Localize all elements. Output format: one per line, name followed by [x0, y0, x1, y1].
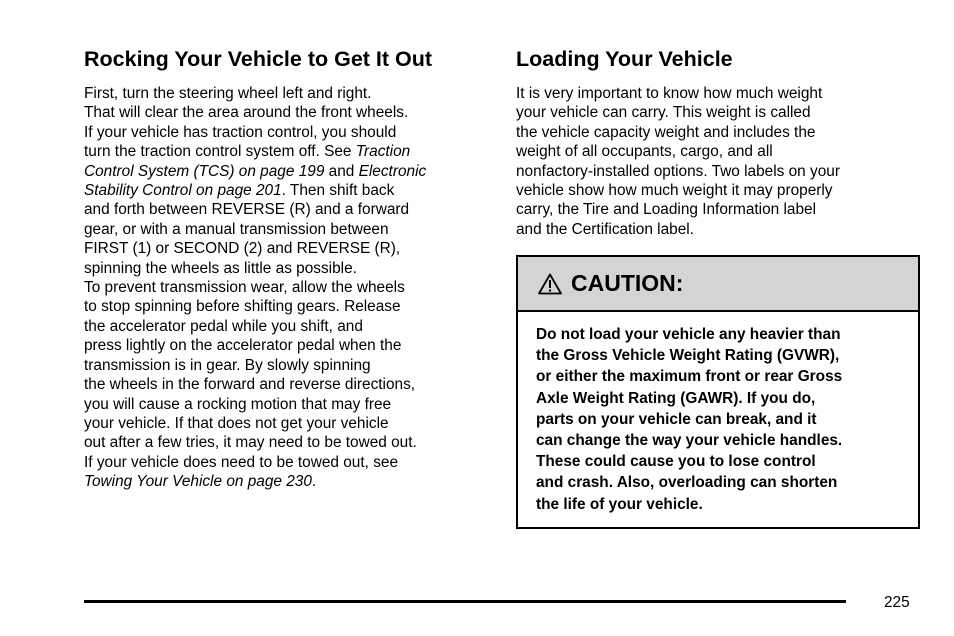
- text-line: [84, 162, 494, 181]
- text-line: out after a few tries, it may need to be towed out.: [84, 434, 417, 452]
- caution-header: [518, 257, 918, 312]
- text-line: the accelerator pedal while you shift, and: [84, 317, 363, 335]
- text-line: If your vehicle has traction control, you should: [84, 123, 397, 141]
- text-line: vehicle show how much weight it may properly: [516, 182, 833, 200]
- text-line: and the Certification label.: [516, 220, 694, 238]
- text-line: Do not load your vehicle any heavier than: [536, 326, 841, 343]
- text-line: If your vehicle does need to be towed out, see: [84, 453, 399, 471]
- text-run: turn the traction control system off. See: [84, 143, 356, 161]
- text-line: your vehicle. If that does not get your vehicle: [84, 414, 389, 432]
- caution-box: [516, 255, 920, 529]
- text-line: gear, or with a manual transmission between: [84, 220, 389, 238]
- text-run: .: [311, 473, 317, 491]
- tcs-reference: Traction: [355, 143, 411, 161]
- text-line: press lightly on the accelerator pedal when the: [84, 337, 402, 355]
- right-column: [516, 46, 918, 239]
- text-line: First, turn the steering wheel left and right.: [84, 85, 372, 102]
- esc-reference: Electronic: [358, 162, 427, 180]
- caution-title: CAUTION:: [571, 270, 684, 296]
- text-line: to stop spinning before shifting gears. Release: [84, 298, 401, 316]
- text-line: That will clear the area around the front wheels.: [84, 104, 409, 122]
- text-line: [84, 181, 494, 200]
- text-line: [84, 472, 494, 491]
- text-line: and crash. Also, overloading can shorten: [536, 474, 838, 492]
- section-heading-rocking: Rocking Your Vehicle to Get It Out: [84, 47, 433, 71]
- towing-reference: Towing Your Vehicle on page 230: [84, 473, 312, 491]
- left-column: [84, 46, 494, 492]
- text-line: [84, 142, 494, 161]
- text-line: and forth between REVERSE (R) and a forward: [84, 201, 410, 219]
- text-line: transmission is in gear. By slowly spinning: [84, 356, 371, 374]
- text-line: These could cause you to lose control: [536, 453, 816, 471]
- text-line: the life of your vehicle.: [536, 495, 703, 513]
- text-line: Axle Weight Rating (GAWR). If you do,: [536, 389, 816, 407]
- text-line: you will cause a rocking motion that may free: [84, 395, 392, 413]
- text-line: the wheels in the forward and reverse directions,: [84, 376, 416, 394]
- text-line: carry, the Tire and Loading Information label: [516, 201, 817, 219]
- page-number: 225: [884, 594, 910, 611]
- text-line: or either the maximum front or rear Gross: [536, 368, 843, 386]
- rocking-paragraph: [84, 84, 494, 492]
- text-line: your vehicle can carry. This weight is called: [516, 104, 811, 122]
- text-run: . Then shift back: [281, 182, 395, 200]
- text-line: weight of all occupants, cargo, and all: [516, 143, 773, 161]
- text-line: FIRST (1) or SECOND (2) and REVERSE (R),: [84, 240, 401, 258]
- text-line: spinning the wheels as little as possible.: [84, 259, 357, 277]
- tcs-reference: Control System (TCS) on page 199: [84, 162, 325, 180]
- warning-triangle-icon: [538, 273, 562, 295]
- text-line: can change the way your vehicle handles.: [536, 432, 843, 450]
- caution-text: [518, 312, 918, 515]
- loading-paragraph: [516, 84, 918, 239]
- text-line: parts on your vehicle can break, and it: [536, 410, 817, 428]
- text-line: the Gross Vehicle Weight Rating (GVWR),: [536, 347, 840, 365]
- text-run: and: [324, 162, 359, 180]
- text-line: To prevent transmission wear, allow the wheels: [84, 279, 405, 297]
- section-heading-loading: Loading Your Vehicle: [516, 47, 733, 71]
- footer-rule: [84, 600, 846, 603]
- text-line: It is very important to know how much weight: [516, 85, 823, 102]
- text-line: the vehicle capacity weight and includes the: [516, 123, 816, 141]
- esc-reference: Stability Control on page 201: [84, 182, 282, 200]
- text-line: nonfactory-installed options. Two labels on your: [516, 162, 840, 180]
